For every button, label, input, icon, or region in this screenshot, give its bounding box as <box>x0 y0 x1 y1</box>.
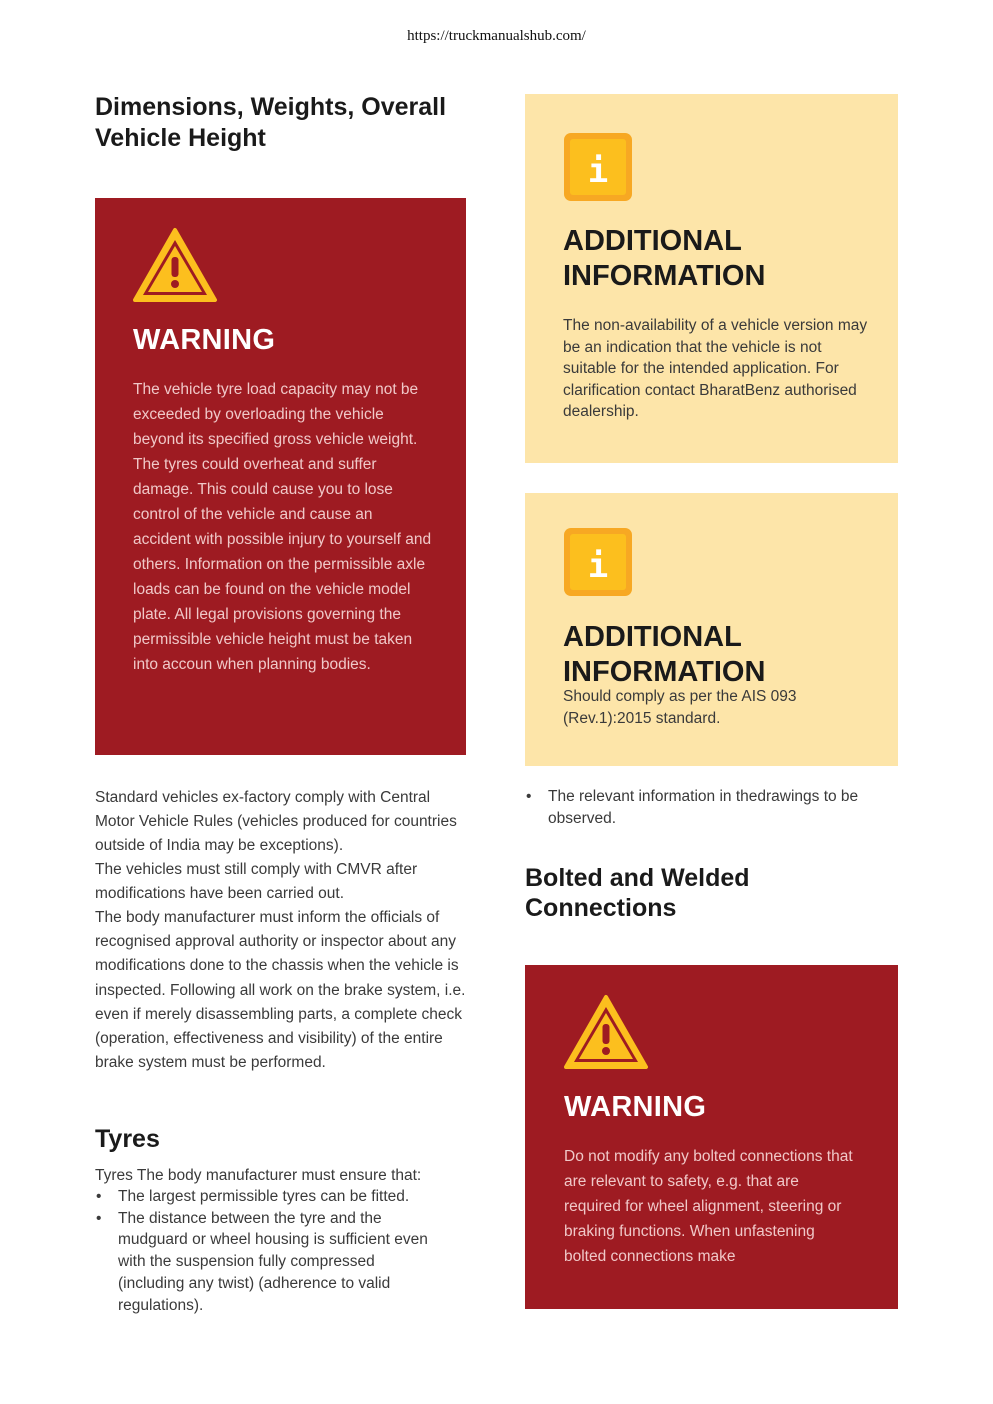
source-url[interactable]: https://truckmanualshub.com/ <box>407 28 586 44</box>
list-item: • The relevant information in thedrawings to be observed. <box>525 786 890 829</box>
svg-text:i: i <box>587 546 609 586</box>
warning-box-bolted <box>525 965 898 1309</box>
warning-text: Do not modify any bolted connections that are relevant to safety, e.g. that are required for wheel alignment, steering or braking functions. When unfastening bolted connections make <box>564 1148 853 1265</box>
list-item: • The distance between the tyre and the mudguard or wheel housing is sufficient even with the suspension fully compressed (including any twist) (adherence to valid regulations). <box>95 1208 435 1317</box>
warning-box-tyre-load <box>95 198 466 755</box>
warning-triangle-icon <box>132 227 218 303</box>
tyres-intro: Tyres The body manufacturer must ensure that: <box>95 1167 422 1184</box>
warning-text: The vehicle tyre load capacity may not be exceeded by overloading the vehicle beyond its specified gross vehicle weight. The tyres could overheat and suffer damage. This could cause you to lose control of the vehicle and cause an accident with possible injury to yourself and others. Information on the permissible axle loads can be found on the vehicle model plate. All legal provisions governing the permissible vehicle height must be taken into accoun when planning bodies. <box>133 381 432 673</box>
drawings-bullet-list <box>525 786 890 829</box>
warning-triangle-icon <box>563 994 649 1070</box>
list-item: • The largest permissible tyres can be fitted. <box>95 1186 435 1208</box>
body-paragraph-inspection: The body manufacturer must inform the officials of recognised approval authority or inspector about any modifications done to the chassis when the vehicle is inspected. Following all work on the brake system, i.e. even if merely disassembling parts, a complete check (operation, effectiveness and visibility) of the entire brake system must be performed. <box>95 909 466 1072</box>
section-title-tyres: Tyres <box>95 1125 160 1153</box>
info-text: The non-availability of a vehicle version may be an indication that the vehicle is not suitable for the intended application. For clarification contact BharatBenz authorised dealership. <box>563 317 868 420</box>
svg-text:i: i <box>587 151 609 191</box>
section-title-bolted: Bolted and Welded Connections <box>525 864 750 922</box>
info-title: ADDITIONAL INFORMATION <box>563 225 766 292</box>
info-icon <box>562 131 634 203</box>
warning-title: WARNING <box>564 1091 707 1123</box>
section-title-dimensions: Dimensions, Weights, Overall Vehicle Height <box>95 93 447 152</box>
warning-title: WARNING <box>133 324 276 356</box>
info-box-ais-standard <box>525 493 898 766</box>
body-paragraph-cmvr: Standard vehicles ex-factory comply with Central Motor Vehicle Rules (vehicles produced for countries outside of India may be exceptions). <box>95 789 457 855</box>
info-icon <box>562 526 634 598</box>
tyres-bullet-list <box>95 1186 435 1316</box>
info-box-vehicle-version <box>525 94 898 463</box>
info-title: ADDITIONAL INFORMATION <box>563 621 766 688</box>
info-text: Should comply as per the AIS 093 (Rev.1):2015 standard. <box>563 688 797 727</box>
body-paragraph-modifications: The vehicles must still comply with CMVR after modifications have been carried out. <box>95 861 418 903</box>
